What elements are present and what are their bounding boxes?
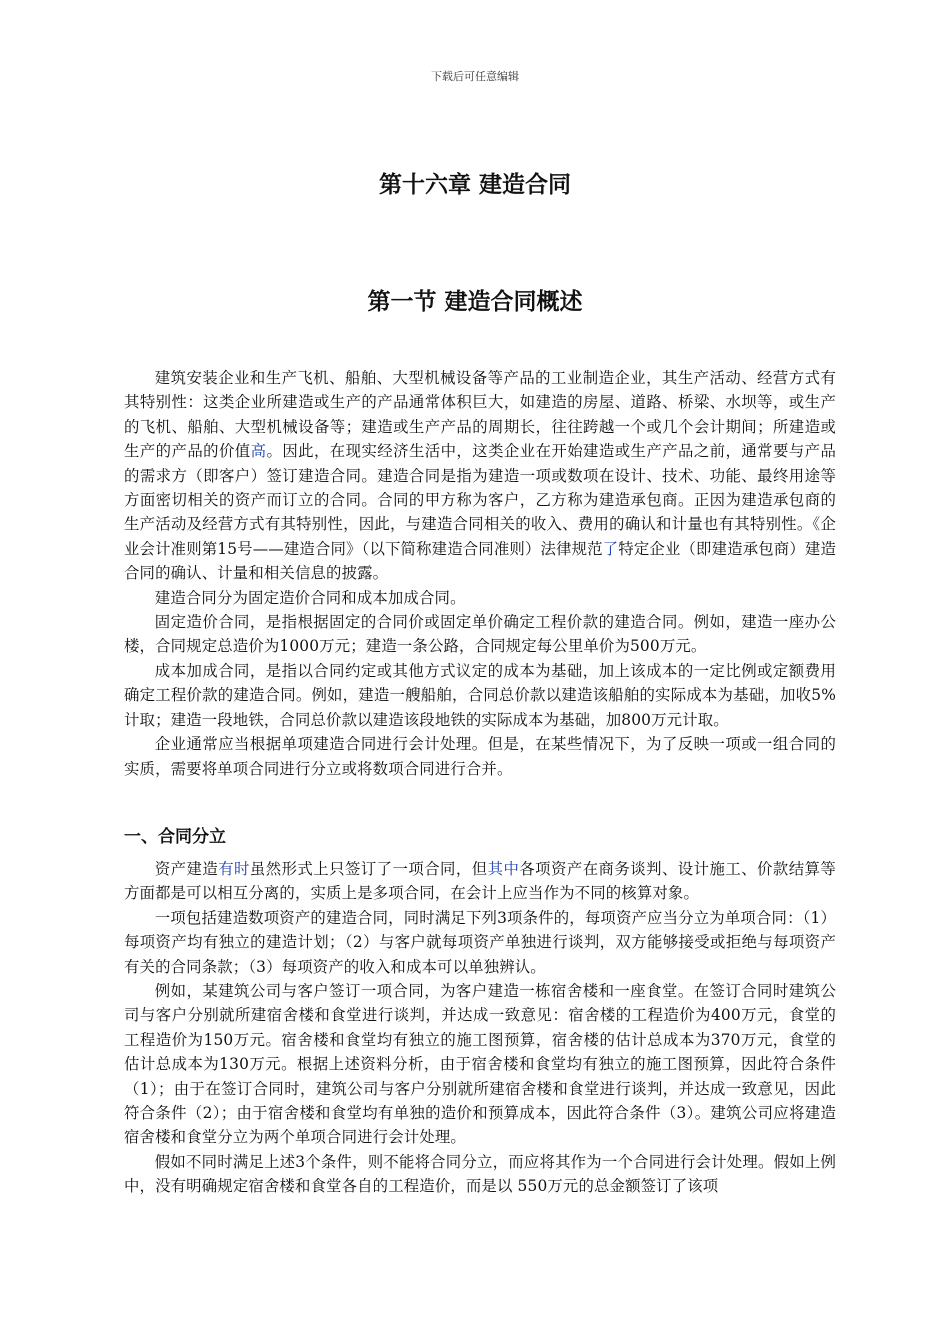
paragraph <box>124 857 836 906</box>
subsection-heading: 一、合同分立 <box>124 827 226 847</box>
text-run: 资产建造 <box>154 860 219 878</box>
text-run: 。因此，在现实经济生活中，这类企业在开始建造或生产产品之前，通常要与产品的需求方（即客户）签订建造合同。建造合同是指为建造一项或数项在设计、技术、功能、最终用途等方面密切相关的资产而订立的合同。合同的甲方称为客户，乙方称为建造承包商。正因为建造承包商的生产活动及经营方式有其特别性，因此，与建造合同相关的收入、费用的确认和计量也有其特别性。《企业会计准则第15号——建造合同》（以下简称建造合同准则）法律规范 <box>124 442 837 558</box>
paragraph: 固定造价合同，是指根据固定的合同价或固定单价确定工程价款的建造合同。例如，建造一座办公楼，合同规定总造价为1000万元；建造一条公路，合同规定每公里单价为500万元。 <box>124 613 836 656</box>
intro-text <box>124 366 836 781</box>
text-run: 建筑安装企业和生产飞机、船舶、大型机械设备等产品的工业制造企业，其生产活动、经营方式有其特别性：这类企业所建造或生产的产品通常体积巨大，如建造的房屋、道路、桥梁、水坝等，或生产的飞机、船舶、大型机械设备等；建造或生产产品的周期长，往往跨越一个或几个会计期间；所建造或生产的产品的价值 <box>124 369 836 461</box>
paragraph: 例如，某建筑公司与客户签订一项合同，为客户建造一栋宿舍楼和一座食堂。在签订合同时建筑公司与客户分别就所建宿舍楼和食堂进行谈判，并达成一致意见：宿舍楼的工程造价为400万元，食堂的工程造价为150万元。宿舍楼和食堂均有独立的施工图预算，宿舍楼的估计总成本为370万元，食堂的估计总成本为130万元。根据上述资料分析，由于宿舍楼和食堂均有独立的施工图预算，因此符合条件（1）；由于在签订合同时，建筑公司与客户分别就所建宿舍楼和食堂进行谈判，并达成一致意见，因此符合条件（2）；由于宿舍楼和食堂均有单独的造价和预算成本，因此符合条件（3）。建筑公司应将建造宿舍楼和食堂分立为两个单项合同进行会计处理。 <box>124 982 836 1147</box>
paragraph: 假如不同时满足上述3个条件，则不能将合同分立，而应将其作为一个合同进行会计处理。假如上例中，没有明确规定宿舍楼和食堂各自的工程造价，而是以 550万元的总金额签订了该项 <box>124 1152 836 1196</box>
subsection-text <box>124 857 836 1199</box>
paragraph: 一项包括建造数项资产的建造合同，同时满足下列3项条件的，每项资产应当分立为单项合同：（1）每项资产均有独立的建造计划；（2）与客户就每项资产单独进行谈判，双方能够接受或拒绝与每项资产有关的合同条款；（3）每项资产的收入和成本可以单独辨认。 <box>124 908 836 976</box>
hyperlink[interactable]: 了 <box>602 539 619 558</box>
hyperlink[interactable]: 有时 <box>218 860 250 878</box>
text-run: 虽然形式上只签订了一项合同，但 <box>249 860 488 878</box>
chapter-title: 第十六章 建造合同 <box>378 171 571 198</box>
paragraph: 企业通常应当根据单项建造合同进行会计处理。但是，在某些情况下，为了反映一项或一组合同的实质，需要将单项合同进行分立或将数项合同进行合并。 <box>124 735 836 778</box>
paragraph <box>124 366 836 586</box>
text-run: 特定企业（即建造承包商）建造合同的确认、计量和相关信息的披露。 <box>124 539 837 583</box>
section-title: 第一节 建造合同概述 <box>367 288 583 315</box>
paragraph: 成本加成合同，是指以合同约定或其他方式议定的成本为基础，加上该成本的一定比例或定额费用确定工程价款的建造合同。例如，建造一艘船舶，合同总价款以建造该船舶的实际成本为基础，加收5%计取；建造一段地铁，合同总价款以建造该段地铁的实际成本为基础，加800万元计取。 <box>124 661 836 729</box>
hyperlink[interactable]: 高 <box>250 442 267 461</box>
text-run: 各项资产在商务谈判、设计施工、价款结算等方面都是可以相互分离的，实质上是多项合同，在会计上应当作为不同的核算对象。 <box>124 860 836 903</box>
header-note: 下载后可任意编辑 <box>431 70 519 83</box>
hyperlink[interactable]: 其中 <box>487 860 520 878</box>
paragraph: 建造合同分为固定造价合同和成本加成合同。 <box>154 588 466 607</box>
